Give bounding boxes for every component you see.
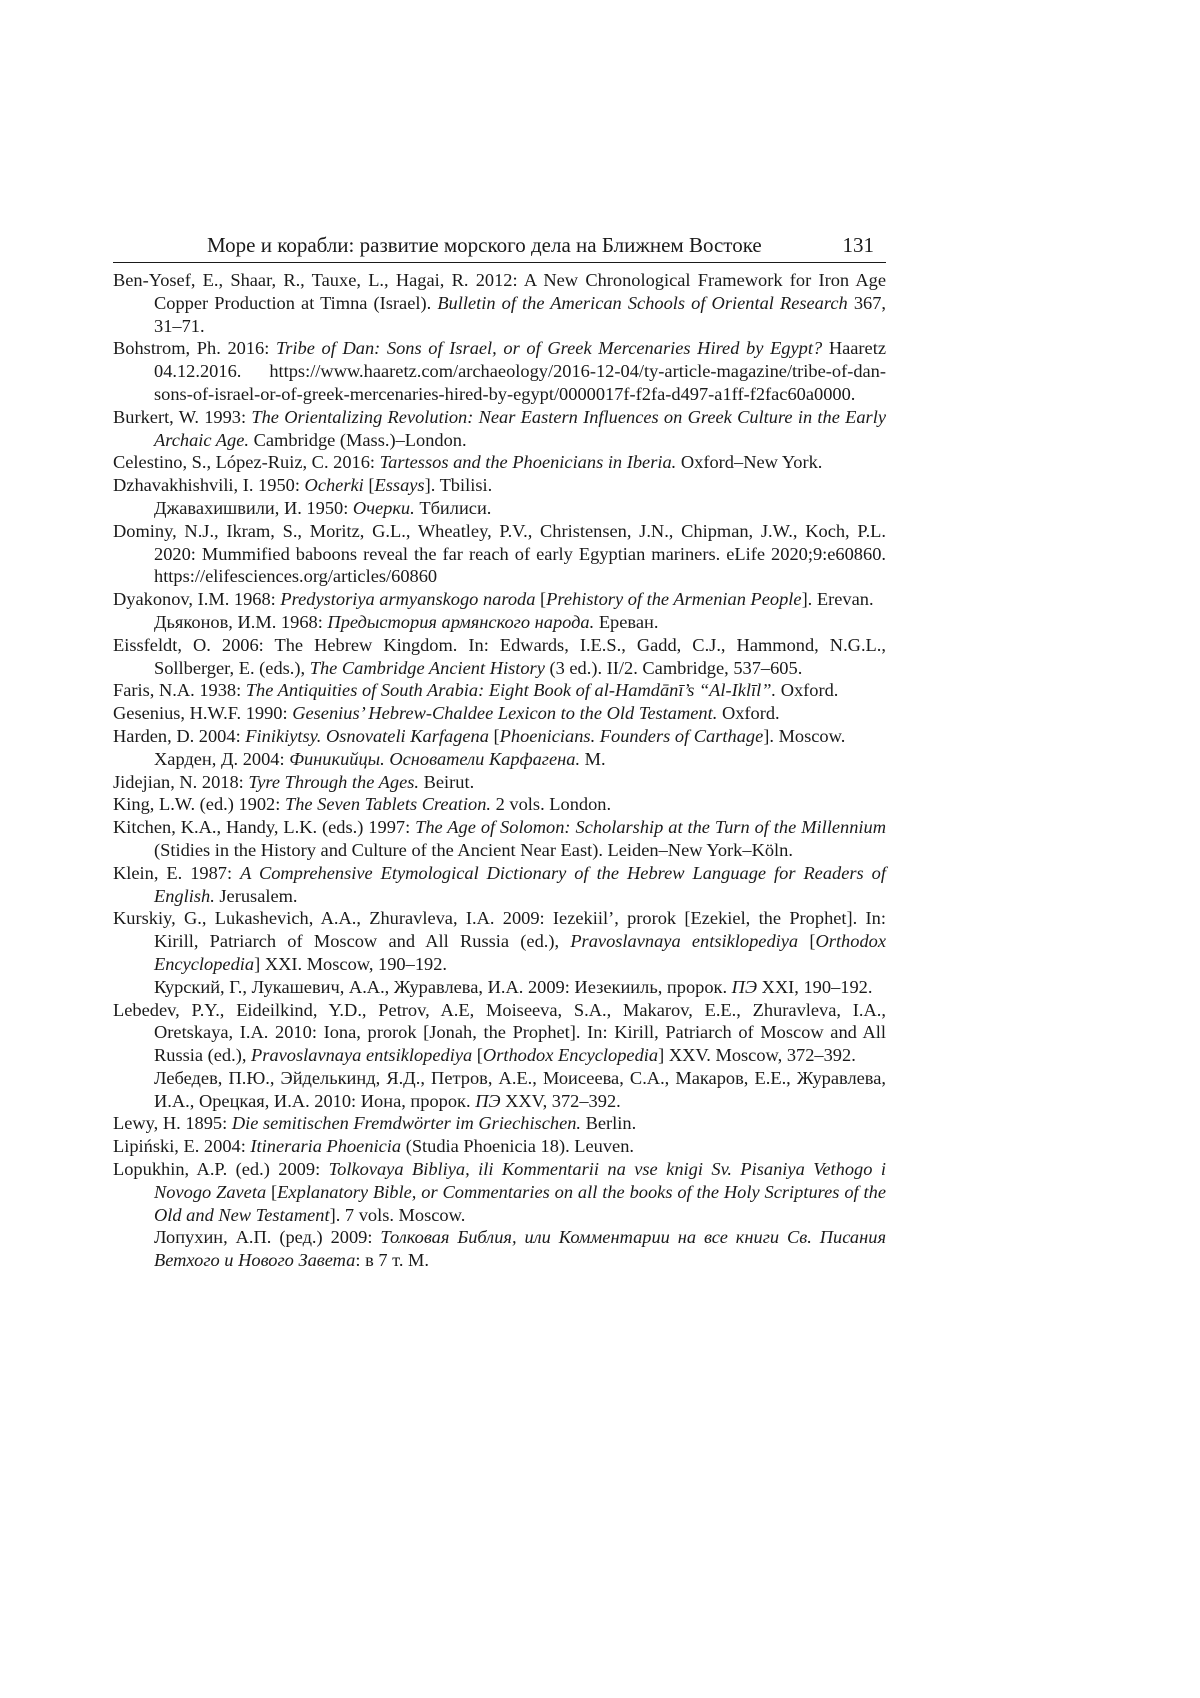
reference-text: (Stidies in the History and Culture of the Ancient Near East). Leiden–New York–Köln. [154,839,793,860]
reference-entry [113,725,886,748]
reference-text: Джавахишвили, И. 1950: [154,497,353,518]
reference-text: Lewy, H. 1895: [113,1113,232,1134]
reference-text: Dzhavakhishvili, I. 1950: [113,475,305,496]
reference-italic-text: ПЭ [731,976,757,997]
reference-italic-text: Prehistory of the Armenian People [546,589,802,610]
reference-translation [113,1067,886,1113]
reference-italic-text: Предыстория армянского народа. [327,611,595,632]
reference-text: Oxford–New York. [676,452,823,473]
reference-text: [ [472,1045,483,1066]
reference-text: XXV, 372–392. [500,1090,621,1111]
reference-text: Cambridge (Mass.)–London. [249,429,467,450]
reference-italic-text: Orthodox Encyclopedia [482,1045,659,1066]
running-header [113,232,886,258]
reference-list [113,269,886,1272]
reference-italic-text: Финикийцы. Основатели Карфагена. [289,748,581,769]
reference-italic-text: The Orientalizing Revolution: Near Eastern Influences on Greek Culture in the Early Archaic Age. [154,406,886,450]
reference-entry [113,679,886,702]
reference-italic-text: Толковая Библия, или Комментарии на все книги Св. Писания Ветхого и Нового Завета [154,1227,886,1271]
reference-italic-text: Tartessos and the Phoenicians in Iberia. [379,452,677,473]
reference-text: ]. Moscow. [763,725,846,746]
reference-text: Lipiński, E. 2004: [113,1136,251,1157]
reference-text: Gesenius, H.W.F. 1990: [113,703,293,724]
reference-text: Лопухин, А.П. (ред.) 2009: [154,1227,381,1248]
reference-entry [113,474,886,497]
reference-entry [113,999,886,1067]
reference-text: ]. 7 vols. Moscow. [329,1204,466,1225]
reference-entry [113,793,886,816]
reference-italic-text: Die semitischen Fremdwörter im Griechischen. [231,1113,582,1134]
reference-italic-text: Tribe of Dan: Sons of Israel, or of Greek Mercenaries Hired by Egypt? [276,338,823,359]
reference-italic-text: Finikiytsy. Osnovateli Karfagena [245,725,489,746]
reference-text: Dominy, N.J., Ikram, S., Moritz, G.L., Wheatley, P.V., Christensen, J.N., Chipman, J.W., Koch, P.L. 2020: Mummified baboons reveal the far reach of early Egyptian mariners. eLife 2020;9:e60860. https://elifesciences.org/articles/60860 [113,520,886,587]
reference-text: XXI, 190–192. [757,976,873,997]
reference-text: М. [580,748,606,769]
reference-italic-text: Tyre Through the Ages. [248,771,419,792]
reference-italic-text: The Age of Solomon: Scholarship at the Turn of the Millennium [415,817,886,838]
reference-entry [113,406,886,452]
reference-text: ]. Tbilisi. [424,475,493,496]
reference-text: [ [798,931,816,952]
reference-text: (3 ed.). II/2. Cambridge, 537–605. [544,657,803,678]
reference-text: ] XXV. Moscow, 372–392. [658,1045,856,1066]
page-number: 131 [842,233,874,257]
reference-text: Oxford. [717,703,780,724]
reference-text: Дьяконов, И.М. 1968: [154,611,328,632]
reference-translation [113,611,886,634]
reference-text: Kitchen, K.A., Handy, L.K. (eds.) 1997: [113,817,416,838]
reference-entry [113,907,886,975]
reference-italic-text: Gesenius’ Hebrew-Chaldee Lexicon to the Old Testament. [292,703,718,724]
reference-text: Beirut. [419,771,475,792]
reference-text: Bohstrom, Ph. 2016: [113,338,277,359]
reference-italic-text: A Comprehensive Etymological Dictionary of the Hebrew Language for Readers of English. [154,862,886,906]
reference-italic-text: Bulletin of the American Schools of Oriental Research [437,292,848,313]
reference-entry [113,520,886,588]
reference-text: [ [266,1181,278,1202]
reference-text: Тбилиси. [414,497,492,518]
reference-entry [113,771,886,794]
reference-italic-text: Ocherki [304,475,364,496]
reference-text: [ [363,475,375,496]
reference-entry [113,1158,886,1226]
reference-translation [113,748,886,771]
reference-italic-text: Explanatory Bible, or Commentaries on all the books of the Holy Scriptures of the Old and New Testament [154,1181,886,1225]
reference-text: (Studia Phoenicia 18). Leuven. [401,1136,635,1157]
reference-italic-text: Очерки. [352,497,415,518]
reference-italic-text: The Seven Tablets Creation. [284,794,492,815]
running-title: Море и корабли: развитие морского дела на Ближнем Востоке [207,233,762,257]
reference-italic-text: Predystoriya armyanskogo naroda [280,589,536,610]
reference-entry [113,337,886,405]
reference-entry [113,702,886,725]
reference-text: Faris, N.A. 1938: [113,680,246,701]
reference-italic-text: Orthodox Encyclopedia [154,931,886,974]
reference-text: Lebedev, P.Y., Eideilkind, Y.D., Petrov, A.E, Moiseeva, S.A., Makarov, E.E., Zhuravleva, I.A., Oretskaya, I.A. 2010: Iona, prorok [Jonah, the Prophet]. In: Kirill, Patriarch of Moscow and All Russia (ed.), [113,999,886,1066]
reference-text: Лебедев, П.Ю., Эйделькинд, Я.Д., Петров, А.Е., Моисеева, С.А., Макаров, Е.Е., Журавлева, И.А., Орецкая, И.А. 2010: Иона, пророк. [154,1067,886,1111]
reference-italic-text: Pravoslavnaya entsiklopediya [251,1045,473,1066]
reference-translation [113,497,886,520]
reference-entry [113,816,886,862]
reference-text: : в 7 т. М. [355,1250,429,1271]
reference-text: Ben-Yosef, E., Shaar, R., Tauxe, L., Hagai, R. 2012: A New Chronological Framework for Iron Age Copper Production at Timna (Israel). [113,270,886,313]
reference-text: Курский, Г., Лукашевич, А.А., Журавлева, И.А. 2009: Иезекииль, пророк. [154,976,732,997]
reference-entry [113,269,886,337]
reference-text: Jerusalem. [214,885,298,906]
reference-text: Klein, E. 1987: [113,862,241,883]
reference-translation [113,1226,886,1272]
reference-italic-text: Essays [374,475,425,496]
reference-entry [113,634,886,680]
reference-italic-text: ПЭ [475,1090,501,1111]
reference-text: Eissfeldt, O. 2006: The Hebrew Kingdom. In: Edwards, I.E.S., Gadd, C.J., Hammond, N.G.L., Sollberger, E. (eds.), [113,634,886,678]
reference-text: Ереван. [594,611,659,632]
reference-italic-text: Tolkovaya Bibliya, ili Kommentarii na vse knigi Sv. Pisaniya Vethogo i Novogo Zaveta [154,1159,887,1202]
reference-text: ]. Erevan. [801,589,874,610]
reference-text: [ [488,725,500,746]
header-rule [113,262,886,263]
reference-text: Oxford. [776,680,839,701]
reference-text: 367, 31–71. [154,292,886,336]
reference-entry [113,862,886,908]
reference-italic-text: Itineraria Phoenicia [250,1136,402,1157]
reference-text: King, L.W. (ed.) 1902: [113,794,285,815]
reference-text: Celestino, S., López-Ruiz, C. 2016: [113,452,380,473]
reference-text: Burkert, W. 1993: [113,406,252,427]
reference-text: Dyakonov, I.M. 1968: [113,589,281,610]
reference-italic-text: The Antiquities of South Arabia: Eight Book of al-Hamdānī’s “Al-Iklīl”. [245,680,777,701]
reference-text: Jidejian, N. 2018: [113,771,249,792]
reference-entry [113,1135,886,1158]
reference-text: ] XXI. Moscow, 190–192. [254,953,448,974]
reference-entry [113,588,886,611]
reference-text: Berlin. [581,1113,637,1134]
reference-text: Haaretz 04.12.2016. https://www.haaretz.com/archaeology/2016-12-04/ty-article-magazine/tribe-of-dan-sons-of-israel-or-of-greek-mercenaries-hired-by-egypt/0000017f-f2fa-d497-a1ff-f2fac60a0000. [154,338,886,404]
reference-entry [113,1112,886,1135]
reference-text: Харден, Д. 2004: [154,748,290,769]
reference-text: Harden, D. 2004: [113,725,246,746]
reference-text: Lopukhin, A.P. (ed.) 2009: [113,1159,329,1180]
reference-translation [113,976,886,999]
reference-italic-text: Pravoslavnaya entsiklopediya [570,931,799,952]
reference-text: Kurskiy, G., Lukashevich, A.A., Zhuravleva, I.A. 2009: Iezekiil’, prorok [Ezekiel, the Prophet]. In: Kirill, Patriarch of Moscow and All Russia (ed.), [113,908,886,952]
reference-text: 2 vols. London. [491,794,612,815]
reference-italic-text: The Cambridge Ancient History [309,657,545,678]
reference-text: [ [535,589,547,610]
reference-entry [113,451,886,474]
reference-italic-text: Phoenicians. Founders of Carthage [499,725,764,746]
